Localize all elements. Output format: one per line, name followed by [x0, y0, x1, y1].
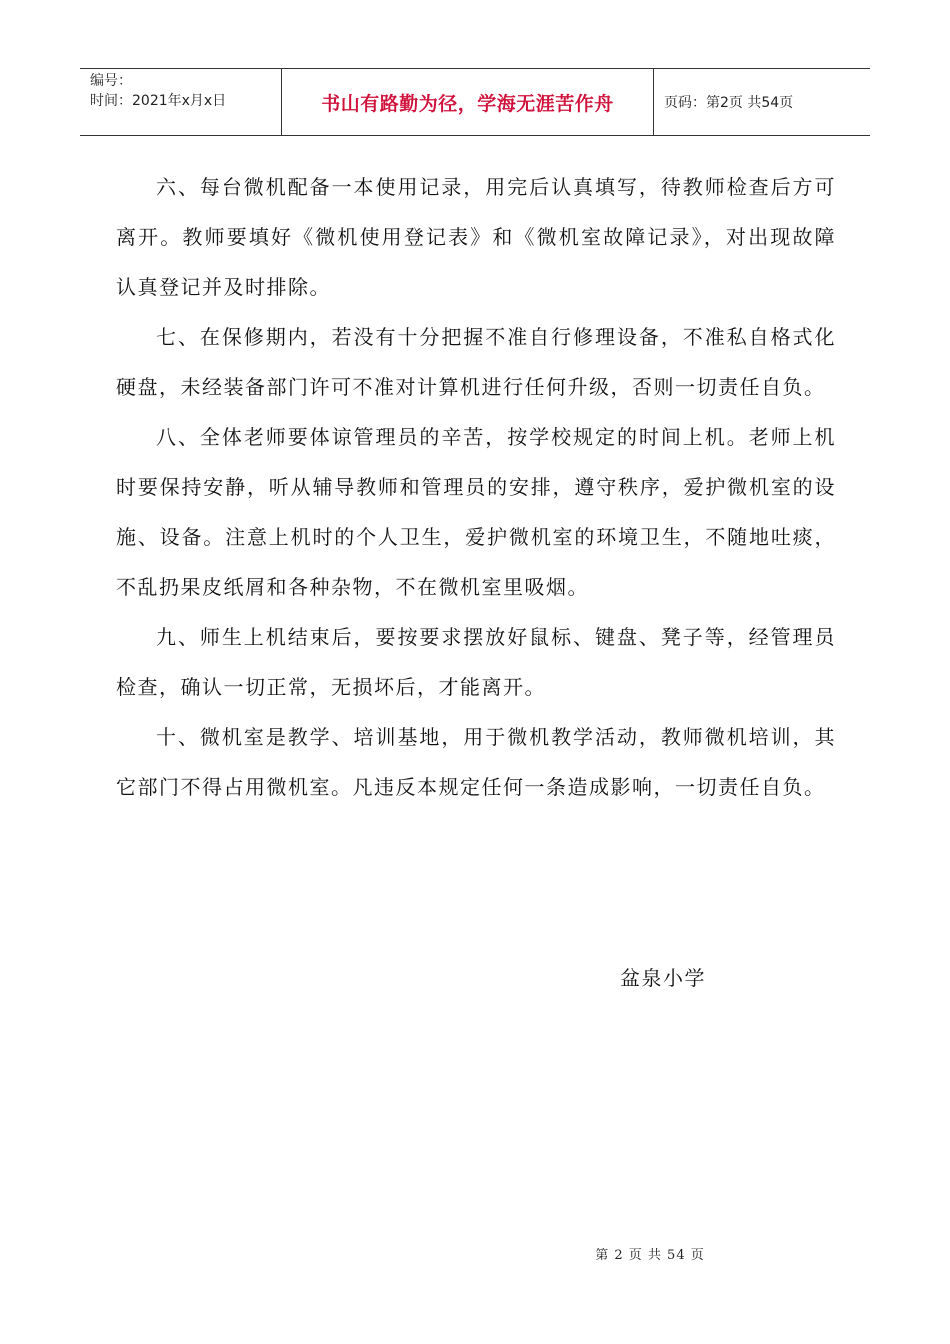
signature-school: 盆泉小学 — [620, 966, 706, 990]
paragraph-six: 六、每台微机配备一本使用记录，用完后认真填写，待教师检查后方可离开。教师要填好《微机使用登记表》和《微机室故障记录》，对出现故障认真登记并及时排除。 — [116, 175, 836, 299]
document-time: 时间：2021年x月x日 — [90, 93, 227, 109]
document-header — [80, 68, 870, 136]
document-body — [116, 162, 836, 812]
paragraph-eight: 八、全体老师要体谅管理员的辛苦，按学校规定的时间上机。老师上机时要保持安静，听从辅导教师和管理员的安排，遵守秩序，爱护微机室的设施、设备。注意上机时的个人卫生，爱护微机室的环境卫生，不随地吐痰，不乱扔果皮纸屑和各种杂物，不在微机室里吸烟。 — [116, 425, 836, 599]
paragraph-nine: 九、师生上机结束后，要按要求摆放好鼠标、键盘、凳子等，经管理员检查，确认一切正常，无损坏后，才能离开。 — [116, 625, 836, 699]
paragraph-ten: 十、微机室是教学、培训基地，用于微机教学活动，教师微机培训，其它部门不得占用微机室。凡违反本规定任何一条造成影响，一切责任自负。 — [116, 725, 836, 799]
paragraph-seven: 七、在保修期内，若没有十分把握不准自行修理设备，不准私自格式化硬盘，未经装备部门许可不准对计算机进行任何升级，否则一切责任自负。 — [116, 325, 836, 399]
document-number: 编号： — [90, 73, 132, 89]
page-footer: 第 2 页 共 54 页 — [595, 1248, 705, 1263]
header-motto: 书山有路勤为径，学海无涯苦作舟 — [282, 69, 654, 135]
header-meta — [80, 69, 282, 135]
header-page-info: 页码：第2页 共54页 — [664, 95, 794, 111]
